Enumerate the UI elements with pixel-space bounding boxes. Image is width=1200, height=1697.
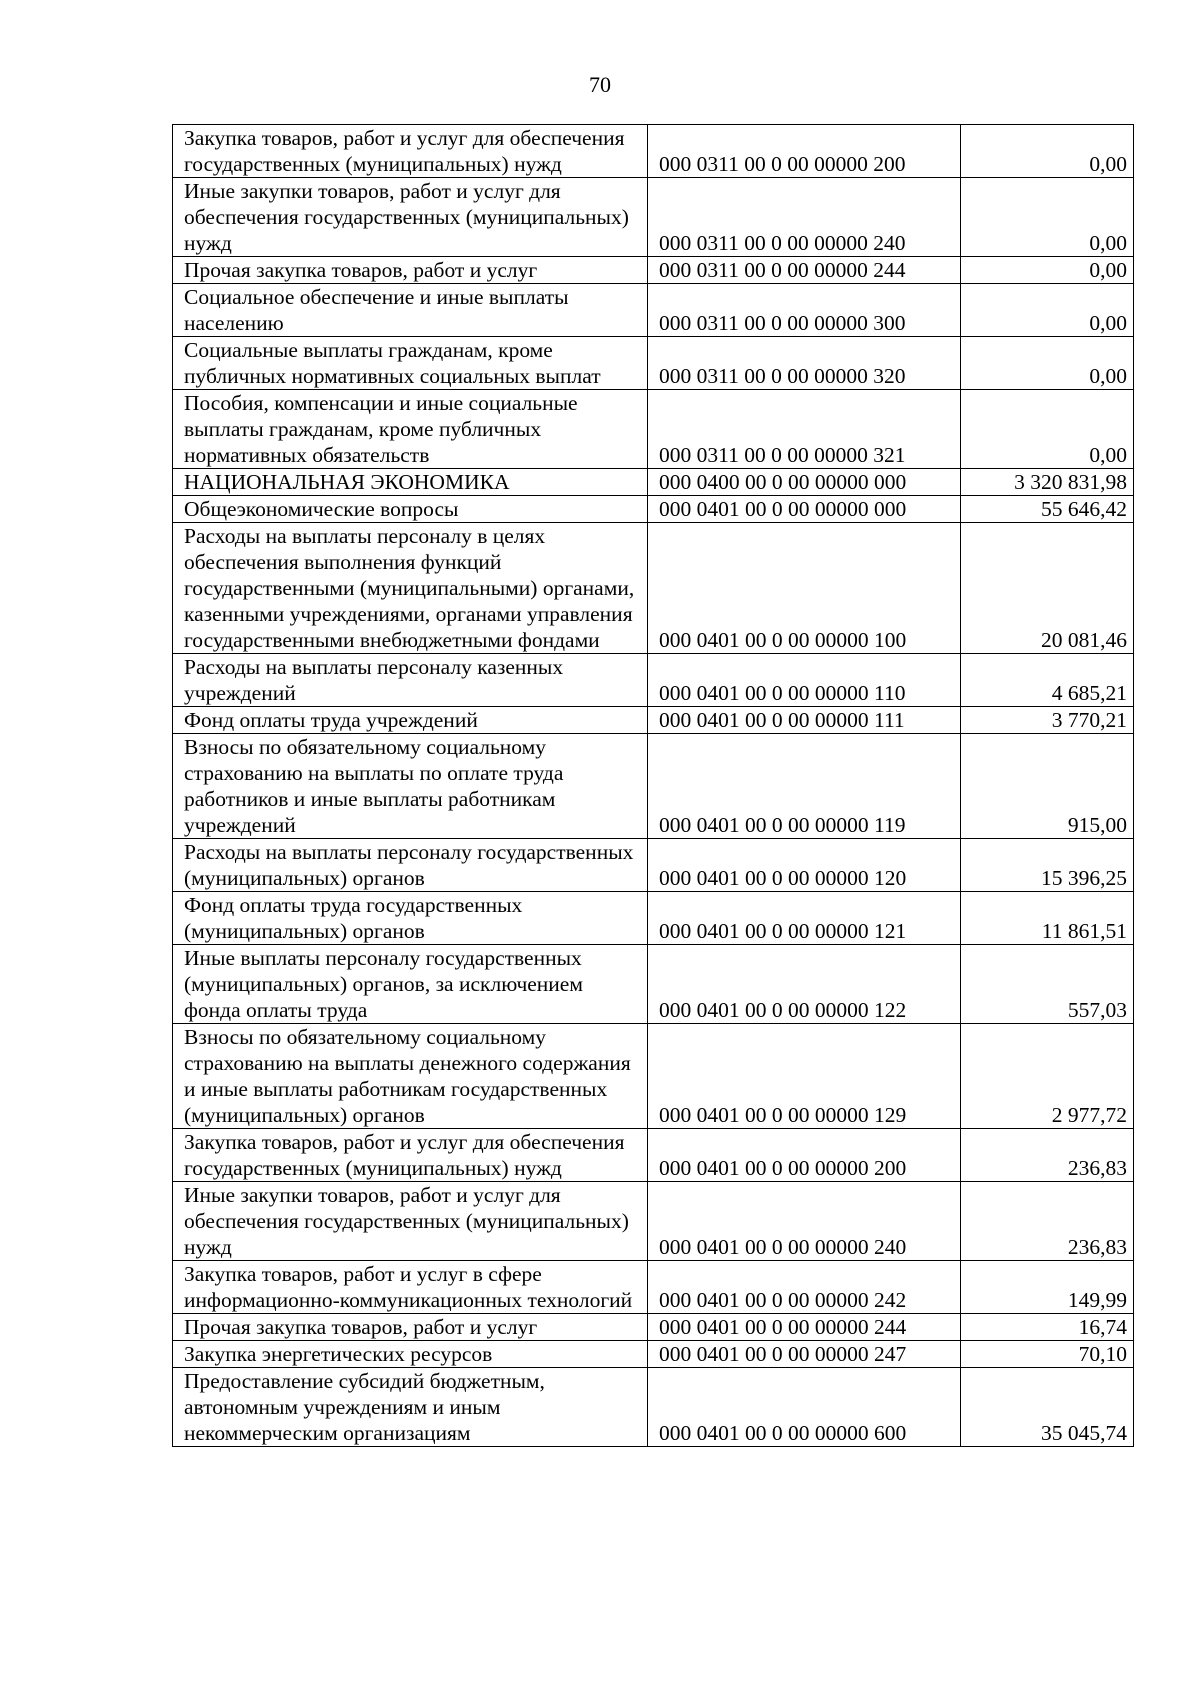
row-code: 000 0401 00 0 00 00000 600 <box>648 1368 961 1447</box>
row-amount: 236,83 <box>961 1129 1134 1182</box>
row-amount: 149,99 <box>961 1261 1134 1314</box>
row-code: 000 0311 00 0 00 00000 200 <box>648 125 961 178</box>
table-row <box>173 125 1134 178</box>
row-name: Расходы на выплаты персоналу казенных учреждений <box>173 654 648 707</box>
row-code: 000 0311 00 0 00 00000 244 <box>648 257 961 284</box>
row-code: 000 0401 00 0 00 00000 100 <box>648 523 961 654</box>
row-code: 000 0311 00 0 00 00000 240 <box>648 178 961 257</box>
row-name: Общеэкономические вопросы <box>173 496 648 523</box>
row-amount: 55 646,42 <box>961 496 1134 523</box>
row-code: 000 0401 00 0 00 00000 121 <box>648 892 961 945</box>
table-row <box>173 284 1134 337</box>
row-name: НАЦИОНАЛЬНАЯ ЭКОНОМИКА <box>173 469 648 496</box>
row-code: 000 0401 00 0 00 00000 242 <box>648 1261 961 1314</box>
row-code: 000 0401 00 0 00 00000 240 <box>648 1182 961 1261</box>
table-row <box>173 337 1134 390</box>
table-row <box>173 734 1134 839</box>
row-name: Иные закупки товаров, работ и услуг для обеспечения государственных (муниципальных) нужд <box>173 178 648 257</box>
row-amount: 16,74 <box>961 1314 1134 1341</box>
row-code: 000 0401 00 0 00 00000 247 <box>648 1341 961 1368</box>
row-name: Иные выплаты персоналу государственных (муниципальных) органов, за исключением фонда оплаты труда <box>173 945 648 1024</box>
row-amount: 3 770,21 <box>961 707 1134 734</box>
row-code: 000 0401 00 0 00 00000 111 <box>648 707 961 734</box>
row-amount: 2 977,72 <box>961 1024 1134 1129</box>
row-name: Предоставление субсидий бюджетным, автономным учреждениям и иным некоммерческим организациям <box>173 1368 648 1447</box>
row-code: 000 0401 00 0 00 00000 129 <box>648 1024 961 1129</box>
row-code: 000 0401 00 0 00 00000 000 <box>648 496 961 523</box>
row-amount: 11 861,51 <box>961 892 1134 945</box>
table-row <box>173 839 1134 892</box>
row-amount: 915,00 <box>961 734 1134 839</box>
row-code: 000 0311 00 0 00 00000 320 <box>648 337 961 390</box>
row-name: Взносы по обязательному социальному страхованию на выплаты по оплате труда работников и иные выплаты работникам учреждений <box>173 734 648 839</box>
row-code: 000 0401 00 0 00 00000 244 <box>648 1314 961 1341</box>
table-row <box>173 257 1134 284</box>
row-amount: 20 081,46 <box>961 523 1134 654</box>
table-row <box>173 654 1134 707</box>
row-code: 000 0401 00 0 00 00000 120 <box>648 839 961 892</box>
row-name: Закупка энергетических ресурсов <box>173 1341 648 1368</box>
row-amount: 236,83 <box>961 1182 1134 1261</box>
row-amount: 0,00 <box>961 125 1134 178</box>
page-number: 70 <box>589 72 611 97</box>
row-amount: 0,00 <box>961 390 1134 469</box>
row-code: 000 0311 00 0 00 00000 300 <box>648 284 961 337</box>
table-row <box>173 1368 1134 1447</box>
row-amount: 4 685,21 <box>961 654 1134 707</box>
row-amount: 0,00 <box>961 284 1134 337</box>
row-amount: 3 320 831,98 <box>961 469 1134 496</box>
row-name: Фонд оплаты труда учреждений <box>173 707 648 734</box>
row-name: Социальные выплаты гражданам, кроме публичных нормативных социальных выплат <box>173 337 648 390</box>
row-code: 000 0401 00 0 00 00000 119 <box>648 734 961 839</box>
budget-table <box>172 124 1134 1447</box>
row-amount: 0,00 <box>961 178 1134 257</box>
row-name: Пособия, компенсации и иные социальные выплаты гражданам, кроме публичных нормативных обязательств <box>173 390 648 469</box>
row-amount: 0,00 <box>961 337 1134 390</box>
row-name: Взносы по обязательному социальному страхованию на выплаты денежного содержания и иные выплаты работникам государственных (муниципальных) органов <box>173 1024 648 1129</box>
row-amount: 0,00 <box>961 257 1134 284</box>
row-code: 000 0311 00 0 00 00000 321 <box>648 390 961 469</box>
table-row <box>173 469 1134 496</box>
table-row <box>173 1261 1134 1314</box>
table-row <box>173 523 1134 654</box>
row-amount: 35 045,74 <box>961 1368 1134 1447</box>
row-code: 000 0401 00 0 00 00000 200 <box>648 1129 961 1182</box>
row-name: Расходы на выплаты персоналу государственных (муниципальных) органов <box>173 839 648 892</box>
table-row <box>173 178 1134 257</box>
table-row <box>173 1314 1134 1341</box>
table-row <box>173 390 1134 469</box>
row-code: 000 0401 00 0 00 00000 110 <box>648 654 961 707</box>
table-row <box>173 496 1134 523</box>
row-name: Иные закупки товаров, работ и услуг для обеспечения государственных (муниципальных) нужд <box>173 1182 648 1261</box>
table-row <box>173 1024 1134 1129</box>
table-row <box>173 1129 1134 1182</box>
row-name: Закупка товаров, работ и услуг для обеспечения государственных (муниципальных) нужд <box>173 125 648 178</box>
table-row <box>173 1182 1134 1261</box>
row-name: Прочая закупка товаров, работ и услуг <box>173 1314 648 1341</box>
row-amount: 15 396,25 <box>961 839 1134 892</box>
row-code: 000 0401 00 0 00 00000 122 <box>648 945 961 1024</box>
row-name: Закупка товаров, работ и услуг для обеспечения государственных (муниципальных) нужд <box>173 1129 648 1182</box>
table-row <box>173 707 1134 734</box>
budget-table-body <box>173 125 1134 1447</box>
table-row <box>173 1341 1134 1368</box>
row-name: Фонд оплаты труда государственных (муниципальных) органов <box>173 892 648 945</box>
row-name: Социальное обеспечение и иные выплаты населению <box>173 284 648 337</box>
row-code: 000 0400 00 0 00 00000 000 <box>648 469 961 496</box>
row-amount: 70,10 <box>961 1341 1134 1368</box>
row-name: Закупка товаров, работ и услуг в сфере информационно-коммуникационных технологий <box>173 1261 648 1314</box>
table-row <box>173 945 1134 1024</box>
table-row <box>173 892 1134 945</box>
row-amount: 557,03 <box>961 945 1134 1024</box>
row-name: Прочая закупка товаров, работ и услуг <box>173 257 648 284</box>
row-name: Расходы на выплаты персоналу в целях обеспечения выполнения функций государственными (муниципальными) органами, казенными учреждениями, органами управления государственными внебюджетными фондами <box>173 523 648 654</box>
